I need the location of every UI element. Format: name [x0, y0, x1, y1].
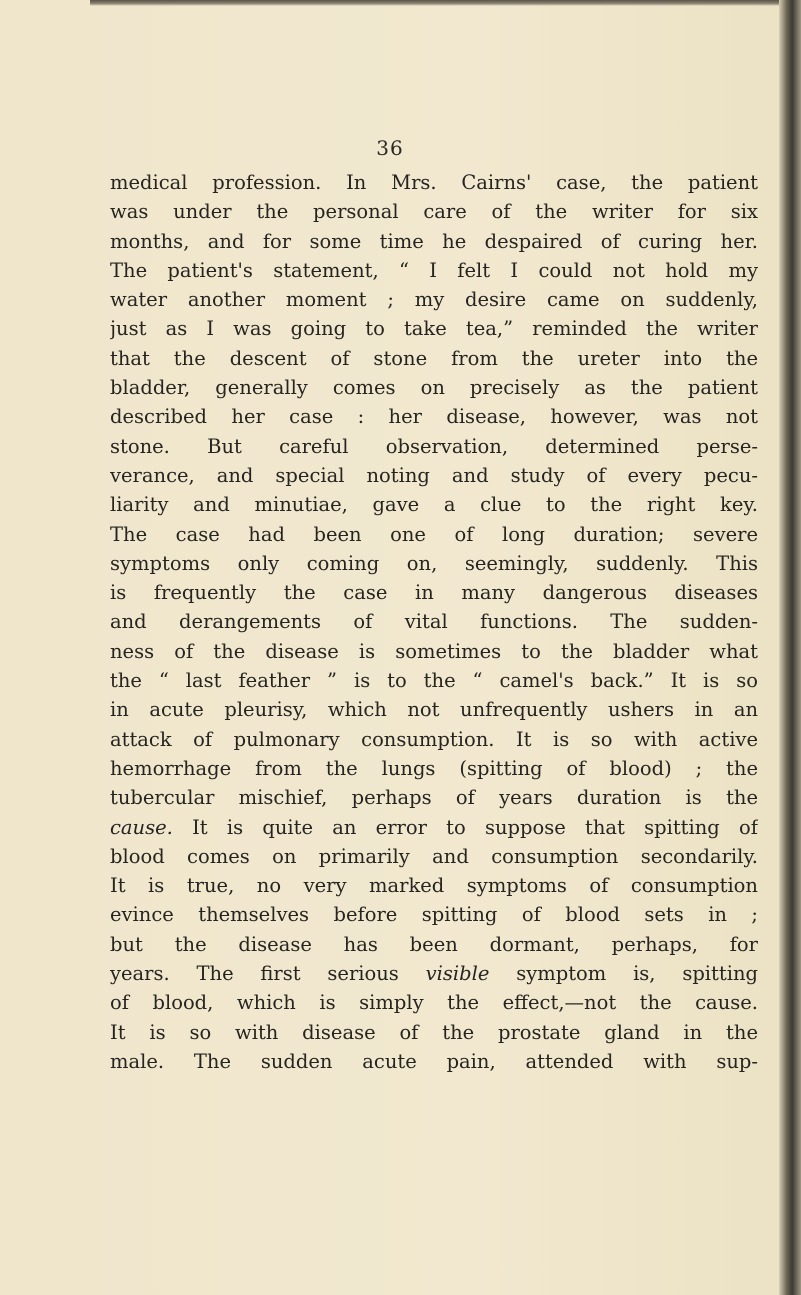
text-line: and derangements of vital functions. The sudden- [110, 610, 758, 634]
text-line: verance, and special noting and study of every pecu- [110, 463, 758, 487]
text-line: attack of pulmonary consumption. It is so with active [110, 727, 758, 751]
text-line-mixed [110, 813, 758, 842]
text-line: The case had been one of long duration; severe [110, 522, 758, 546]
text-line: ness of the disease is sometimes to the bladder what [110, 639, 758, 663]
text-line: in acute pleurisy, which not unfrequently ushers in an [110, 698, 758, 722]
text-span: years. The first serious [110, 962, 426, 986]
text-line: bladder, generally comes on precisely as the patient [110, 376, 758, 400]
text-line: was under the personal care of the writer for six [110, 200, 758, 224]
text-line: hemorrhage from the lungs (spitting of blood) ; the [110, 756, 758, 780]
book-spine-shadow [779, 0, 801, 1295]
text-line: It is so with disease of the prostate gland in the [110, 1020, 758, 1044]
text-span: symptom is, spitting [489, 962, 758, 986]
text-line: It is true, no very marked symptoms of consumption [110, 874, 758, 898]
text-line: evince themselves before spitting of blood sets in ; [110, 903, 758, 927]
page-top-shadow [90, 0, 801, 6]
page-number: 36 [376, 136, 404, 160]
text-line: just as I was going to take tea,” reminded the writer [110, 317, 758, 341]
text-line: but the disease has been dormant, perhaps, for [110, 932, 758, 956]
italic-word: cause. [110, 815, 173, 839]
text-line: that the descent of stone from the ureter into the [110, 346, 758, 370]
text-line: symptoms only coming on, seemingly, suddenly. This [110, 551, 758, 575]
text-line: tubercular mischief, perhaps of years duration is the [110, 786, 758, 810]
text-line: months, and for some time he despaired of curing her. [110, 229, 758, 253]
text-line: of blood, which is simply the effect,—not the cause. [110, 991, 758, 1015]
italic-word: visible [425, 962, 490, 986]
text-span: It is quite an error to suppose that spitting of [172, 815, 758, 839]
body-text [110, 168, 758, 1076]
text-line: water another moment ; my desire came on suddenly, [110, 288, 758, 312]
text-line: male. The sudden acute pain, attended with sup- [110, 1049, 758, 1073]
text-line: liarity and minutiae, gave a clue to the right key. [110, 493, 758, 517]
text-line: medical profession. In Mrs. Cairns' case, the patient [110, 171, 758, 194]
text-line: The patient's statement, “ I felt I could not hold my [110, 258, 758, 282]
text-line: blood comes on primarily and consumption secondarily. [110, 844, 758, 868]
text-line: the “ last feather ” is to the “ camel's back.” It is so [110, 669, 758, 693]
text-line: is frequently the case in many dangerous diseases [110, 581, 758, 605]
text-line: stone. But careful observation, determined perse- [110, 434, 758, 458]
text-line-mixed [110, 959, 758, 988]
text-line: described her case : her disease, however, was not [110, 405, 758, 429]
